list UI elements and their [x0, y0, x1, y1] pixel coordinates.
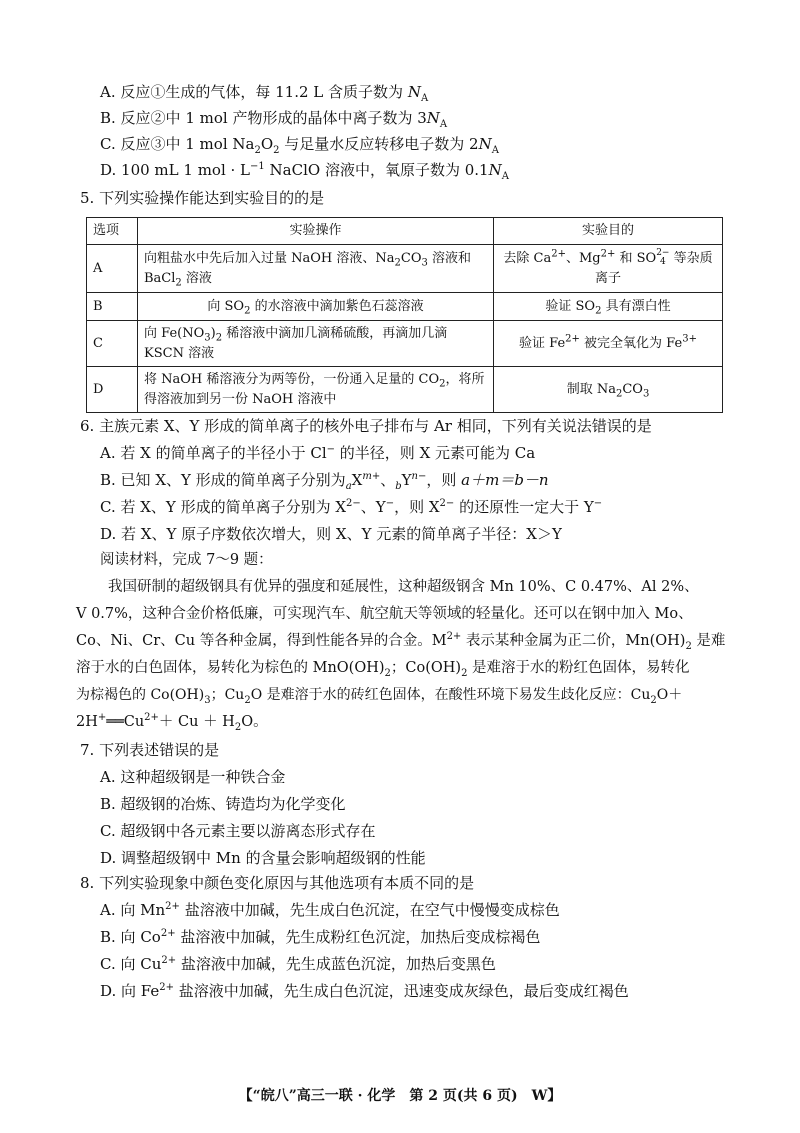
- table-header-row: [87, 218, 723, 245]
- col-header-option: 选项: [87, 218, 138, 245]
- q8-option-b: B. 向 $Co^{2+}$ 盐溶液中加碱，先生成粉红色沉淀，加热后变成棕褐色: [100, 928, 541, 946]
- reading-line-1: 我国研制的超级钢具有优异的强度和延展性，这种超级钢含 Mn 10%、C 0.47%、Al 2%、: [108, 579, 699, 595]
- reading-line-3: Co、Ni、Cr、Cu 等各种金属，得到性能各异的合金。$M^{2+}$ 表示某种金属为正二价，$Mn(OH)_2$ 是难: [76, 631, 726, 652]
- reading-intro: 阅读材料，完成 7～9 题：: [100, 552, 273, 568]
- table-row: [87, 245, 723, 293]
- reading-line-5: 为棕褐色的 $Co(OH)_3$；$Cu_2O$ 是难溶于水的砖红色固体，在酸性环境下易发生歧化反应：$Cu_2O+$: [76, 687, 683, 706]
- q4-option-b: B. 反应②中 1 mol 产物形成的晶体中离子数为 $3N_A$: [100, 109, 448, 130]
- row-option: C: [87, 321, 138, 367]
- q6-option-a: A. 若 X 的简单离子的半径小于 Cl− 的半径，则 X 元素可能为 Ca: [100, 444, 536, 462]
- table-row: [87, 293, 723, 321]
- row-operation: 向 $SO_2$ 的水溶液中滴加紫色石蕊溶液: [138, 293, 494, 321]
- row-goal: 验证 $Fe^{2+}$ 被完全氧化为 $Fe^{3+}$: [494, 321, 723, 367]
- row-option: B: [87, 293, 138, 321]
- row-option: D: [87, 367, 138, 413]
- q7-option-b: B. 超级钢的冶炼、铸造均为化学变化: [100, 795, 346, 813]
- q6-option-d: D. 若 X、Y 原子序数依次增大，则 X、Y 元素的简单离子半径：X＞Y: [100, 525, 562, 543]
- row-goal: 制取 $Na_2CO_3$: [494, 367, 723, 413]
- row-operation: 将 NaOH 稀溶液分为两等份，一份通入足量的 $CO_2$，将所 得溶液加到另一份 NaOH 溶液中: [138, 367, 494, 413]
- q4-option-c: C. 反应③中 1 mol $Na_2O_2$ 与足量水反应转移电子数为 $2N_A$: [100, 135, 499, 156]
- q6-option-b: B. 已知 X、Y 形成的简单离子分别为$_aX^{m+}$、$_bY^{n-}$，则 a＋m＝b－n: [100, 471, 549, 492]
- q8-option-d: D. 向 $Fe^{2+}$ 盐溶液中加碱，先生成白色沉淀，迅速变成灰绿色，最后变成红褐色: [100, 982, 629, 1000]
- table-row: [87, 321, 723, 367]
- reading-line-6: $2H^+══Cu^{2+}+ Cu + H_2O$。: [76, 712, 268, 733]
- col-header-goal: 实验目的: [494, 218, 723, 245]
- row-goal: 验证 $SO_2$ 具有漂白性: [494, 293, 723, 321]
- q8-stem: 8. 下列实验现象中颜色变化原因与其他选项有本质不同的是: [80, 874, 475, 892]
- row-operation: 向粗盐水中先后加入过量 NaOH 溶液、$Na_2CO_3$ 溶液和 BaCl$_2$ 溶液: [138, 245, 494, 293]
- q7-option-d: D. 调整超级钢中 Mn 的含量会影响超级钢的性能: [100, 849, 426, 867]
- q5-table: [86, 217, 723, 413]
- q6-stem: 6. 主族元素 X、Y 形成的简单离子的核外电子排布与 Ar 相同，下列有关说法错误的是: [80, 417, 652, 435]
- row-goal: 去除 $Ca^{2+}$、$Mg^{2+}$ 和 SO 2− 4 等杂质离子: [494, 245, 723, 293]
- q4-option-a: A. 反应①生成的气体，每 11.2 L 含质子数为 $N_A$: [100, 83, 429, 104]
- q4-option-d: D. 100 mL 1 mol · $L^{-1}$ NaClO 溶液中，氧原子数为 $0.1N_A$: [100, 161, 509, 182]
- q7-stem: 7. 下列表述错误的是: [80, 741, 220, 759]
- q8-option-c: C. 向 $Cu^{2+}$ 盐溶液中加碱，先生成蓝色沉淀，加热后变黑色: [100, 955, 496, 973]
- row-operation: 向 $Fe(NO_3)_2$ 稀溶液中滴加几滴稀硫酸，再滴加几滴 KSCN 溶液: [138, 321, 494, 367]
- reading-line-4: 溶于水的白色固体，易转化为棕色的 $MnO(OH)_2$；$Co(OH)_2$ 是难溶于水的粉红色固体，易转化: [76, 660, 690, 679]
- row-option: A: [87, 245, 138, 293]
- reading-line-2: V 0.7%，这种合金价格低廉，可实现汽车、航空航天等领域的轻量化。还可以在钢中加入 Mo、: [76, 606, 693, 622]
- q5-stem: 5. 下列实验操作能达到实验目的的是: [80, 189, 325, 207]
- page-footer: 【“皖八”高三一联 · 化学 第 2 页(共 6 页) W】: [238, 1088, 562, 1104]
- q7-option-c: C. 超级钢中各元素主要以游离态形式存在: [100, 822, 376, 840]
- q7-option-a: A. 这种超级钢是一种铁合金: [100, 768, 286, 786]
- q6-option-c: C. 若 X、Y 形成的简单离子分别为 $X^{2-}$、Y−，则 $X^{2-}$ 的还原性一定大于 Y−: [100, 498, 603, 516]
- col-header-operation: 实验操作: [138, 218, 494, 245]
- q8-option-a: A. 向 $Mn^{2+}$ 盐溶液中加碱，先生成白色沉淀，在空气中慢慢变成棕色: [100, 901, 560, 919]
- table-row: [87, 367, 723, 413]
